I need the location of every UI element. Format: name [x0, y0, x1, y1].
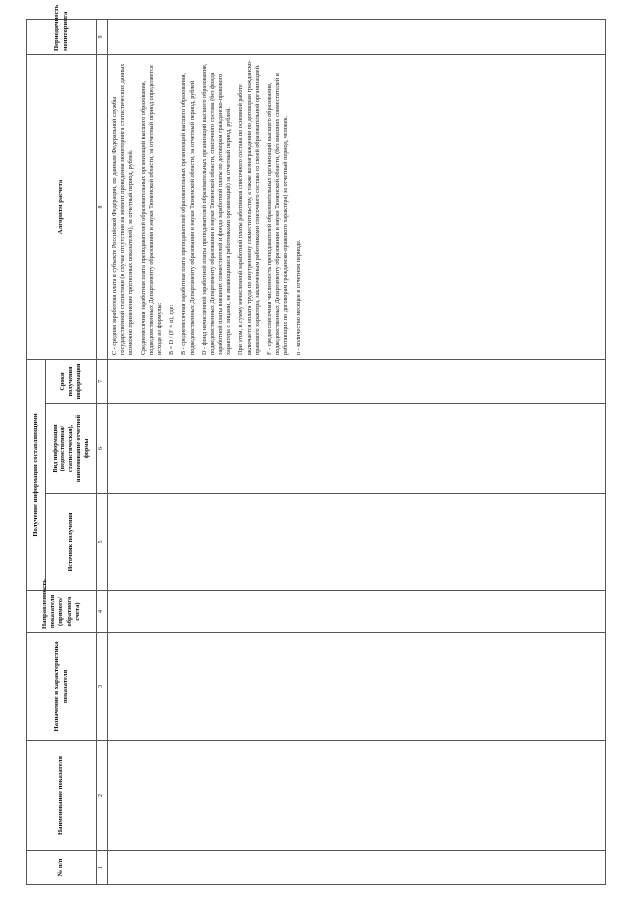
algorithm-paragraph: При этом, в сумму начисленной заработной платы работников списочного состава по основной работе включается оплата труда по внутреннему совместительству, а также вознаграждения по договорам гражданско-правового характера, заключенным работниками списочного состава со своей образовательной организацией.: [237, 60, 261, 355]
cell-indicator-name: [108, 741, 606, 851]
header-info-type: Вид информации (ведомственная/ статистическая), наименование отчетной формы: [46, 404, 97, 494]
algorithm-formula: В = D / (F × n), где:: [168, 304, 176, 355]
header-row: [27, 20, 46, 885]
algorithm-paragraph: В - среднемесячная заработная плата преподавателей образовательных организаций высшего образования, подведомственных Департаменту образования и науки Тюменской области, за отчетный период, рублей: [180, 73, 196, 355]
header-info-group: Получение информации составляющими: [27, 360, 46, 591]
algorithm-paragraph: F - среднесписочная численность преподавателей образовательных организаций высшего образования, подведомственных Департаменту образования и науки Тюменской области, (без внешних совместителей и работающих по договорам гражданско-правового характера) за отчетный период, человек.: [266, 73, 290, 355]
column-number-row: [97, 20, 108, 885]
header-indicator-name: Наименование показателя: [27, 741, 97, 851]
header-algorithm: Алгоритм расчета: [27, 55, 97, 360]
header-source: Источник получения: [46, 494, 97, 591]
cell-algorithm: [108, 55, 606, 360]
header-index: № п/п: [27, 851, 97, 885]
column-number: 9: [97, 20, 108, 55]
cell-source: [108, 494, 606, 591]
algorithm-paragraph: D - фонд начисленной заработной платы преподавателей образовательных организаций высшего образования, подведомственных Департаменту образования и науки Тюменской области, списочного состава (без фонда заработной платы внешних совместителей и фонда заработной платы по договорам гражданско-правового характера с лицами, не являющимися работниками организаций) за отчетный период, рублей.: [200, 63, 233, 355]
table-row: [108, 20, 606, 885]
cell-periodicity: [108, 20, 606, 55]
column-number: 8: [97, 55, 108, 360]
indicator-table: [26, 4, 606, 885]
algorithm-paragraph: Среднемесячная заработная плата преподавателей образовательных организаций высшего образования, подведомственных Департаменту образования и науки Тюменской области, за отчетный период определяется исходя из формулы:: [139, 65, 163, 355]
cell-purpose: [108, 633, 606, 741]
header-periodicity: Периодичность мониторинга: [27, 20, 97, 55]
cell-info-type: [108, 404, 606, 494]
column-number: 3: [97, 633, 108, 741]
cell-index: [108, 851, 606, 885]
column-number: 5: [97, 494, 108, 591]
header-purpose: Назначение и характеристика показателя: [27, 633, 97, 741]
algorithm-paragraph: С - средняя заработная плата в субъекте Российской Федерации, по данным Федеральной службы государственной статистики (в случае отсутствия на момент проведения мониторинга статистических данных возможно применение прогнозных показателей), за отчетный период, рублей.: [111, 63, 135, 355]
algorithm-paragraph: n - количество месяцев в отчетном периоде.: [294, 239, 302, 355]
column-number: 6: [97, 404, 108, 494]
cell-deadlines: [108, 360, 606, 404]
header-direction: Направленность показателя (прямого/обратного счета): [27, 591, 97, 633]
column-number: 4: [97, 591, 108, 633]
column-number: 1: [97, 851, 108, 885]
cell-direction: [108, 591, 606, 633]
column-number: 7: [97, 360, 108, 404]
column-number: 2: [97, 741, 108, 851]
header-deadlines: Сроки получения информации: [46, 360, 97, 404]
